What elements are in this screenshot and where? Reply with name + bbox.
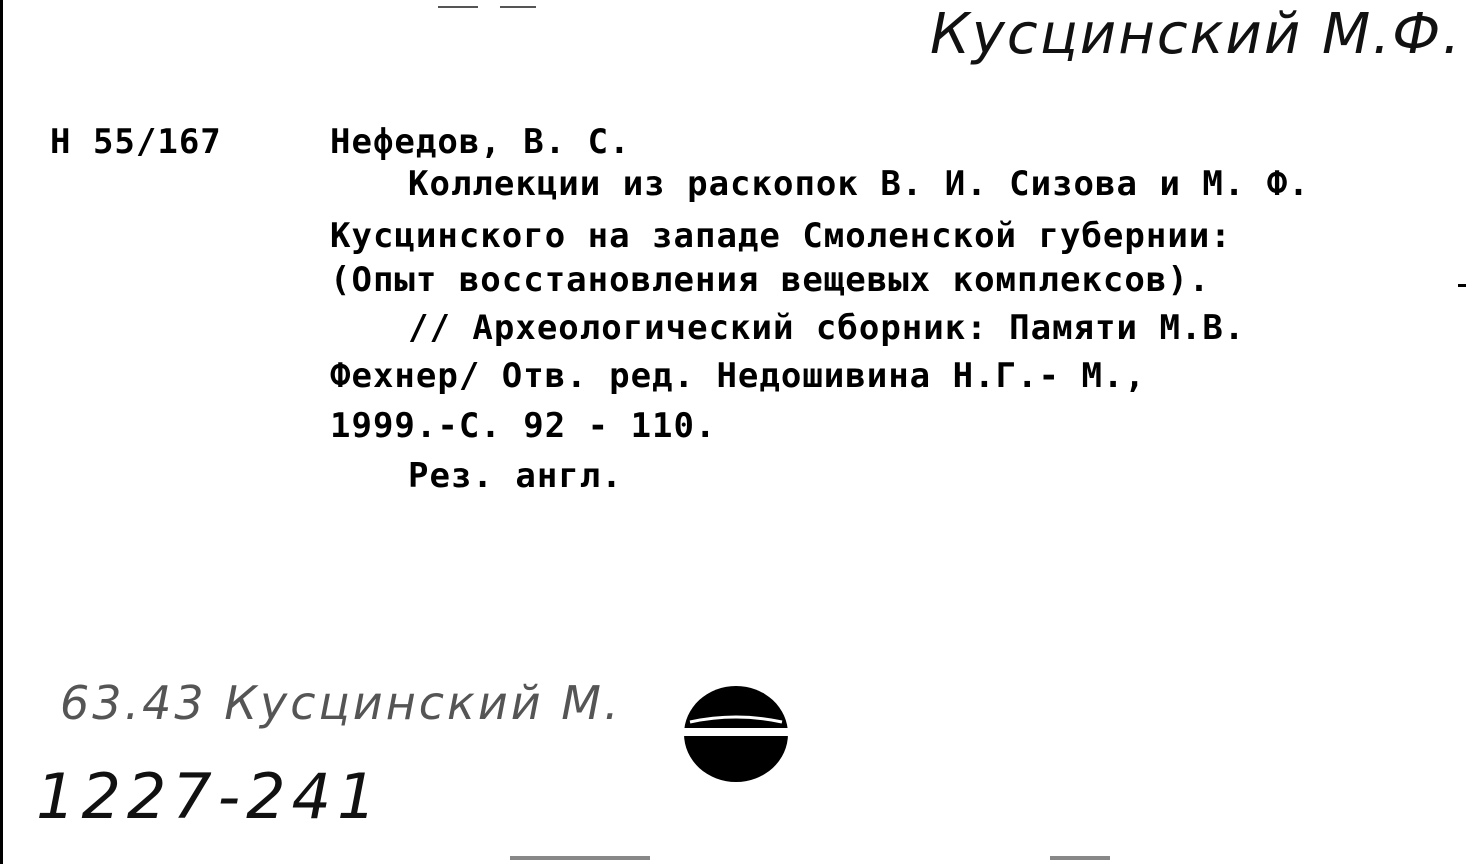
record-line-4: // Археологический сборник: Памяти М.В. [408,308,1246,348]
record-line-2: Кусцинского на западе Смоленской губернии: [330,216,1232,256]
record-line-1: Коллекции из раскопок В. И. Сизова и М. Ф. [408,164,1310,204]
library-stamp-icon [680,682,792,786]
shelfmark: Н 55/167 [50,122,222,162]
record-line-3: (Опыт восстановления вещевых комплексов). [330,260,1211,300]
author: Нефедов, В. С. [330,122,631,162]
bottom-edge-mark [1050,856,1110,860]
record-line-5: Фехнер/ Отв. ред. Недошивина Н.Г.- М., [330,356,1146,396]
record-line-6: 1999.-С. 92 - 110. [330,406,717,446]
card-left-edge [0,0,3,864]
top-edge-mark [500,6,536,8]
handwritten-header: Кусцинский М.Ф. [930,2,1463,67]
record-line-7: Рез. англ. [408,456,623,496]
bottom-edge-mark [510,856,650,860]
margin-dash [1458,284,1466,287]
handwritten-number: 1227-241 [36,760,383,833]
top-edge-mark [438,6,478,8]
handwritten-note: 63.43 Кусцинский М. [60,676,622,730]
